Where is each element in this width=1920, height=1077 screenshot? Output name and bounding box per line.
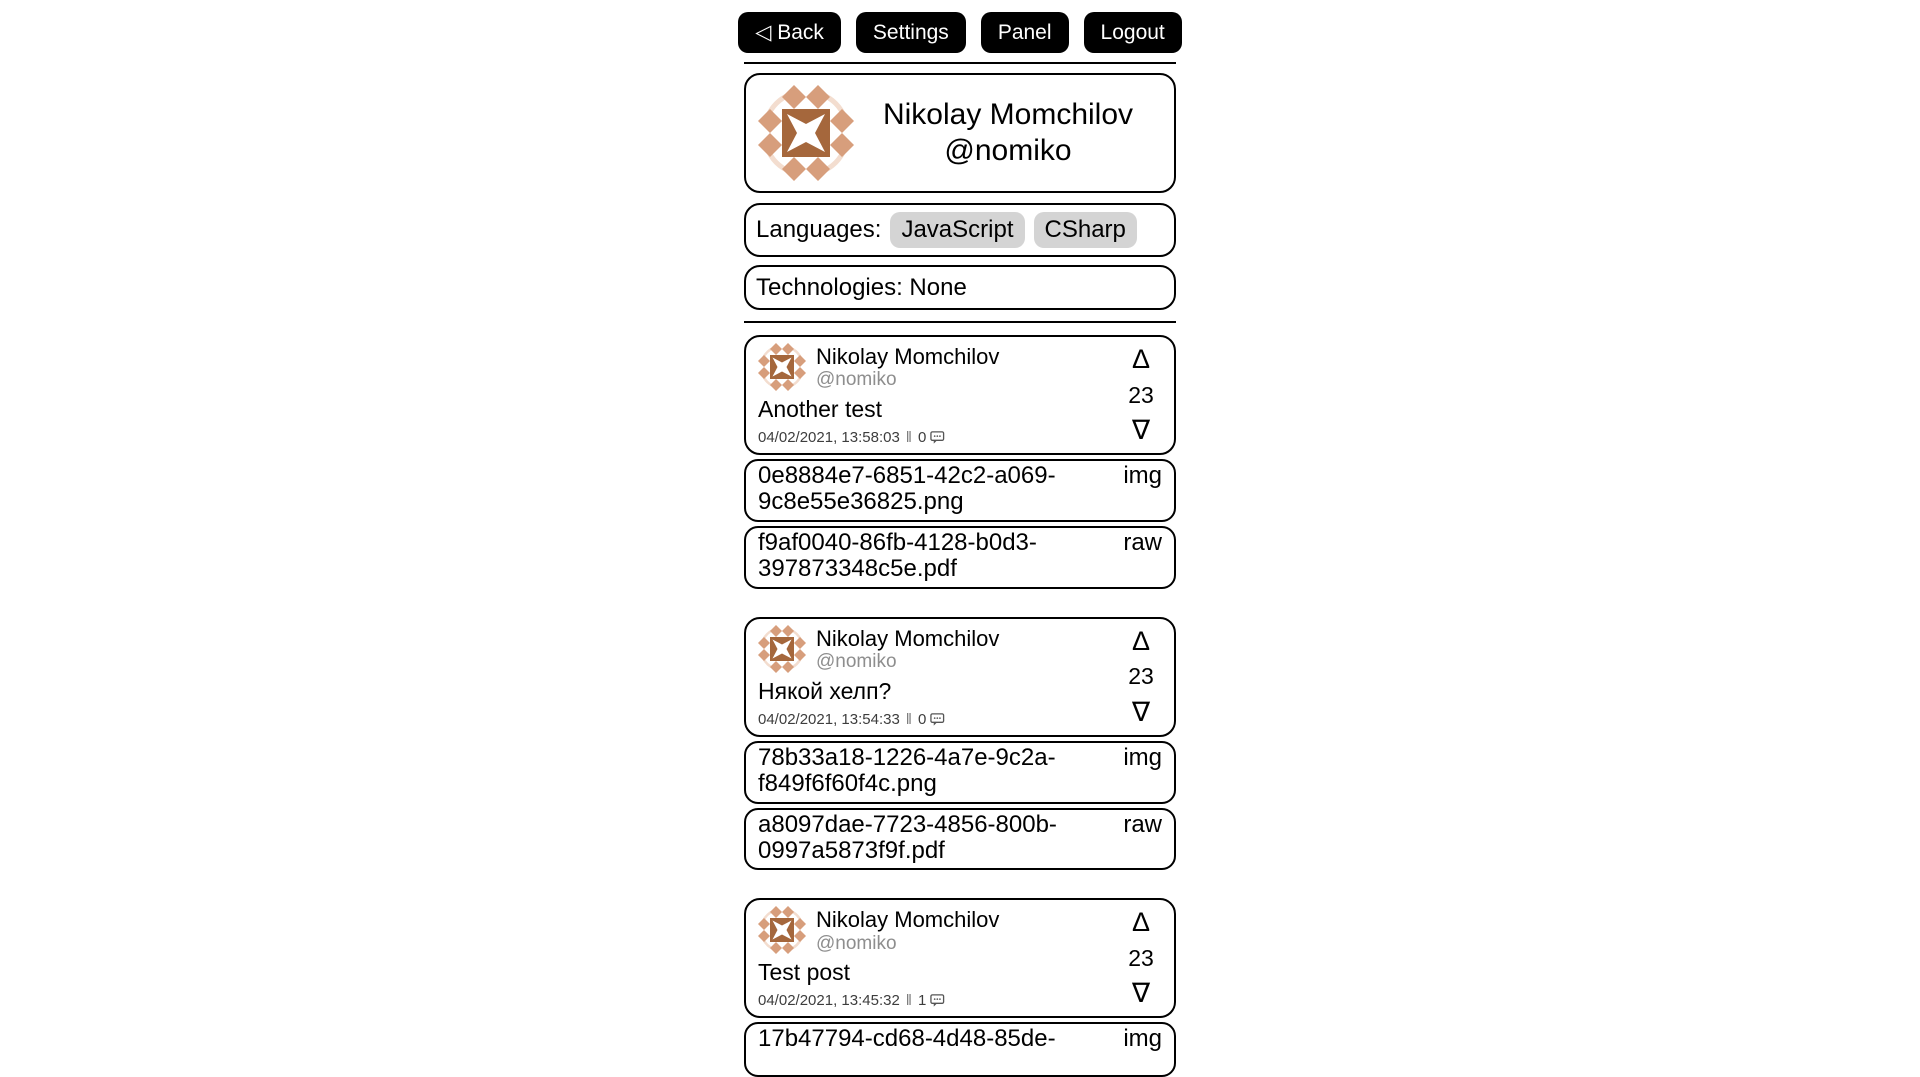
downvote-button[interactable]: ∇ <box>1131 696 1151 727</box>
attachment-row[interactable] <box>744 1022 1176 1077</box>
attachment-type-label: raw <box>1123 528 1162 556</box>
post-card[interactable] <box>744 335 1176 455</box>
post-author-avatar-icon <box>758 625 806 673</box>
post-group <box>744 898 1176 1077</box>
languages-label: Languages: <box>756 216 882 243</box>
post-title: Another test <box>758 396 883 423</box>
profile-name: Nikolay Momchilov <box>882 98 1134 131</box>
post-author-name: Nikolay Momchilov <box>816 344 1000 369</box>
post-group <box>744 335 1176 589</box>
attachment-filename: 78b33a18-1226-4a7e-9c2a-f849f6f60f4c.png <box>758 743 1056 798</box>
top-divider <box>744 62 1176 64</box>
profile-handle: @nomiko <box>944 134 1072 167</box>
post-header <box>758 906 1118 955</box>
posts-list <box>744 335 1176 1077</box>
vote-count: 23 <box>1128 381 1154 408</box>
attachment-row[interactable] <box>744 526 1176 589</box>
vote-count: 23 <box>1128 944 1154 971</box>
technologies-card <box>744 265 1176 310</box>
author-block <box>816 906 999 955</box>
attachment-filename: 0e8884e7-6851-42c2-a069-9c8e55e36825.png <box>758 462 1056 516</box>
profile-name-block <box>854 97 1162 169</box>
meta-separator: ‖ <box>905 710 912 728</box>
post-main <box>758 906 1118 1009</box>
post-author-avatar-icon <box>758 343 806 391</box>
attachment-type-label: raw <box>1123 810 1162 838</box>
author-block <box>816 625 999 674</box>
upvote-button[interactable]: Δ <box>1131 907 1151 938</box>
post-header <box>758 343 1118 392</box>
attachment-type-label: img <box>1123 462 1162 490</box>
page-container <box>744 0 1176 1077</box>
profile-card <box>744 73 1176 193</box>
attachment-type-label: img <box>1123 743 1162 771</box>
vote-column <box>1118 906 1164 1009</box>
back-button[interactable]: ◁ Back <box>738 12 841 53</box>
attachment-row[interactable] <box>744 459 1176 522</box>
downvote-button[interactable]: ∇ <box>1131 978 1151 1009</box>
post-author-name: Nikolay Momchilov <box>816 625 1000 651</box>
upvote-button[interactable]: Δ <box>1131 344 1151 374</box>
comment-count: 1 <box>918 992 927 1010</box>
post-author-handle: @nomiko <box>816 369 897 391</box>
meta-separator: ‖ <box>905 429 912 447</box>
downvote-button[interactable]: ∇ <box>1131 415 1151 446</box>
post-author-handle: @nomiko <box>816 932 897 954</box>
upvote-button[interactable]: Δ <box>1131 625 1151 656</box>
attachment-filename: f9af0040-86fb-4128-b0d3-397873348c5e.pdf <box>758 528 1037 583</box>
attachment-filename: 17b47794-cd68-4d48-85de- <box>758 1025 1056 1053</box>
vote-column <box>1118 625 1164 728</box>
comment-count: 0 <box>918 710 927 728</box>
comment-icon <box>930 993 945 1008</box>
language-tag: JavaScript <box>890 212 1024 248</box>
attachment-row[interactable] <box>744 808 1176 871</box>
vote-count: 23 <box>1128 663 1154 690</box>
post-meta <box>758 711 1118 728</box>
comment-count: 0 <box>918 429 927 447</box>
technologies-label: Technologies: None <box>756 273 967 301</box>
comment-icon <box>930 712 945 727</box>
languages-card <box>744 203 1176 257</box>
post-timestamp: 04/02/2021, 13:54:33 <box>758 710 900 728</box>
posts-divider <box>744 321 1176 323</box>
panel-button[interactable]: Panel <box>981 12 1069 53</box>
post-author-name: Nikolay Momchilov <box>816 907 1000 933</box>
post-timestamp: 04/02/2021, 13:58:03 <box>758 429 900 447</box>
post-author-avatar-icon <box>758 906 806 954</box>
post-title: Някой хелп? <box>758 677 892 704</box>
post-header <box>758 625 1118 674</box>
attachment-type-label: img <box>1123 1025 1162 1053</box>
top-navigation <box>744 12 1176 53</box>
comment-icon <box>930 430 945 445</box>
post-timestamp: 04/02/2021, 13:45:32 <box>758 992 900 1010</box>
post-author-handle: @nomiko <box>816 650 897 672</box>
attachment-filename: a8097dae-7723-4856-800b-0997a5873f9f.pdf <box>758 810 1057 864</box>
post-main <box>758 625 1118 728</box>
post-meta <box>758 992 1118 1009</box>
vote-column <box>1118 343 1164 446</box>
logout-button[interactable]: Logout <box>1084 12 1182 53</box>
post-card[interactable] <box>744 898 1176 1018</box>
post-meta <box>758 429 1118 446</box>
meta-separator: ‖ <box>905 992 912 1010</box>
post-main <box>758 343 1118 446</box>
attachment-row[interactable] <box>744 741 1176 804</box>
profile-avatar-icon <box>758 85 854 181</box>
post-title: Test post <box>758 959 851 986</box>
settings-button[interactable]: Settings <box>856 12 966 53</box>
language-tag: CSharp <box>1034 212 1137 248</box>
post-card[interactable] <box>744 617 1176 737</box>
author-block <box>816 343 999 392</box>
post-group <box>744 617 1176 871</box>
